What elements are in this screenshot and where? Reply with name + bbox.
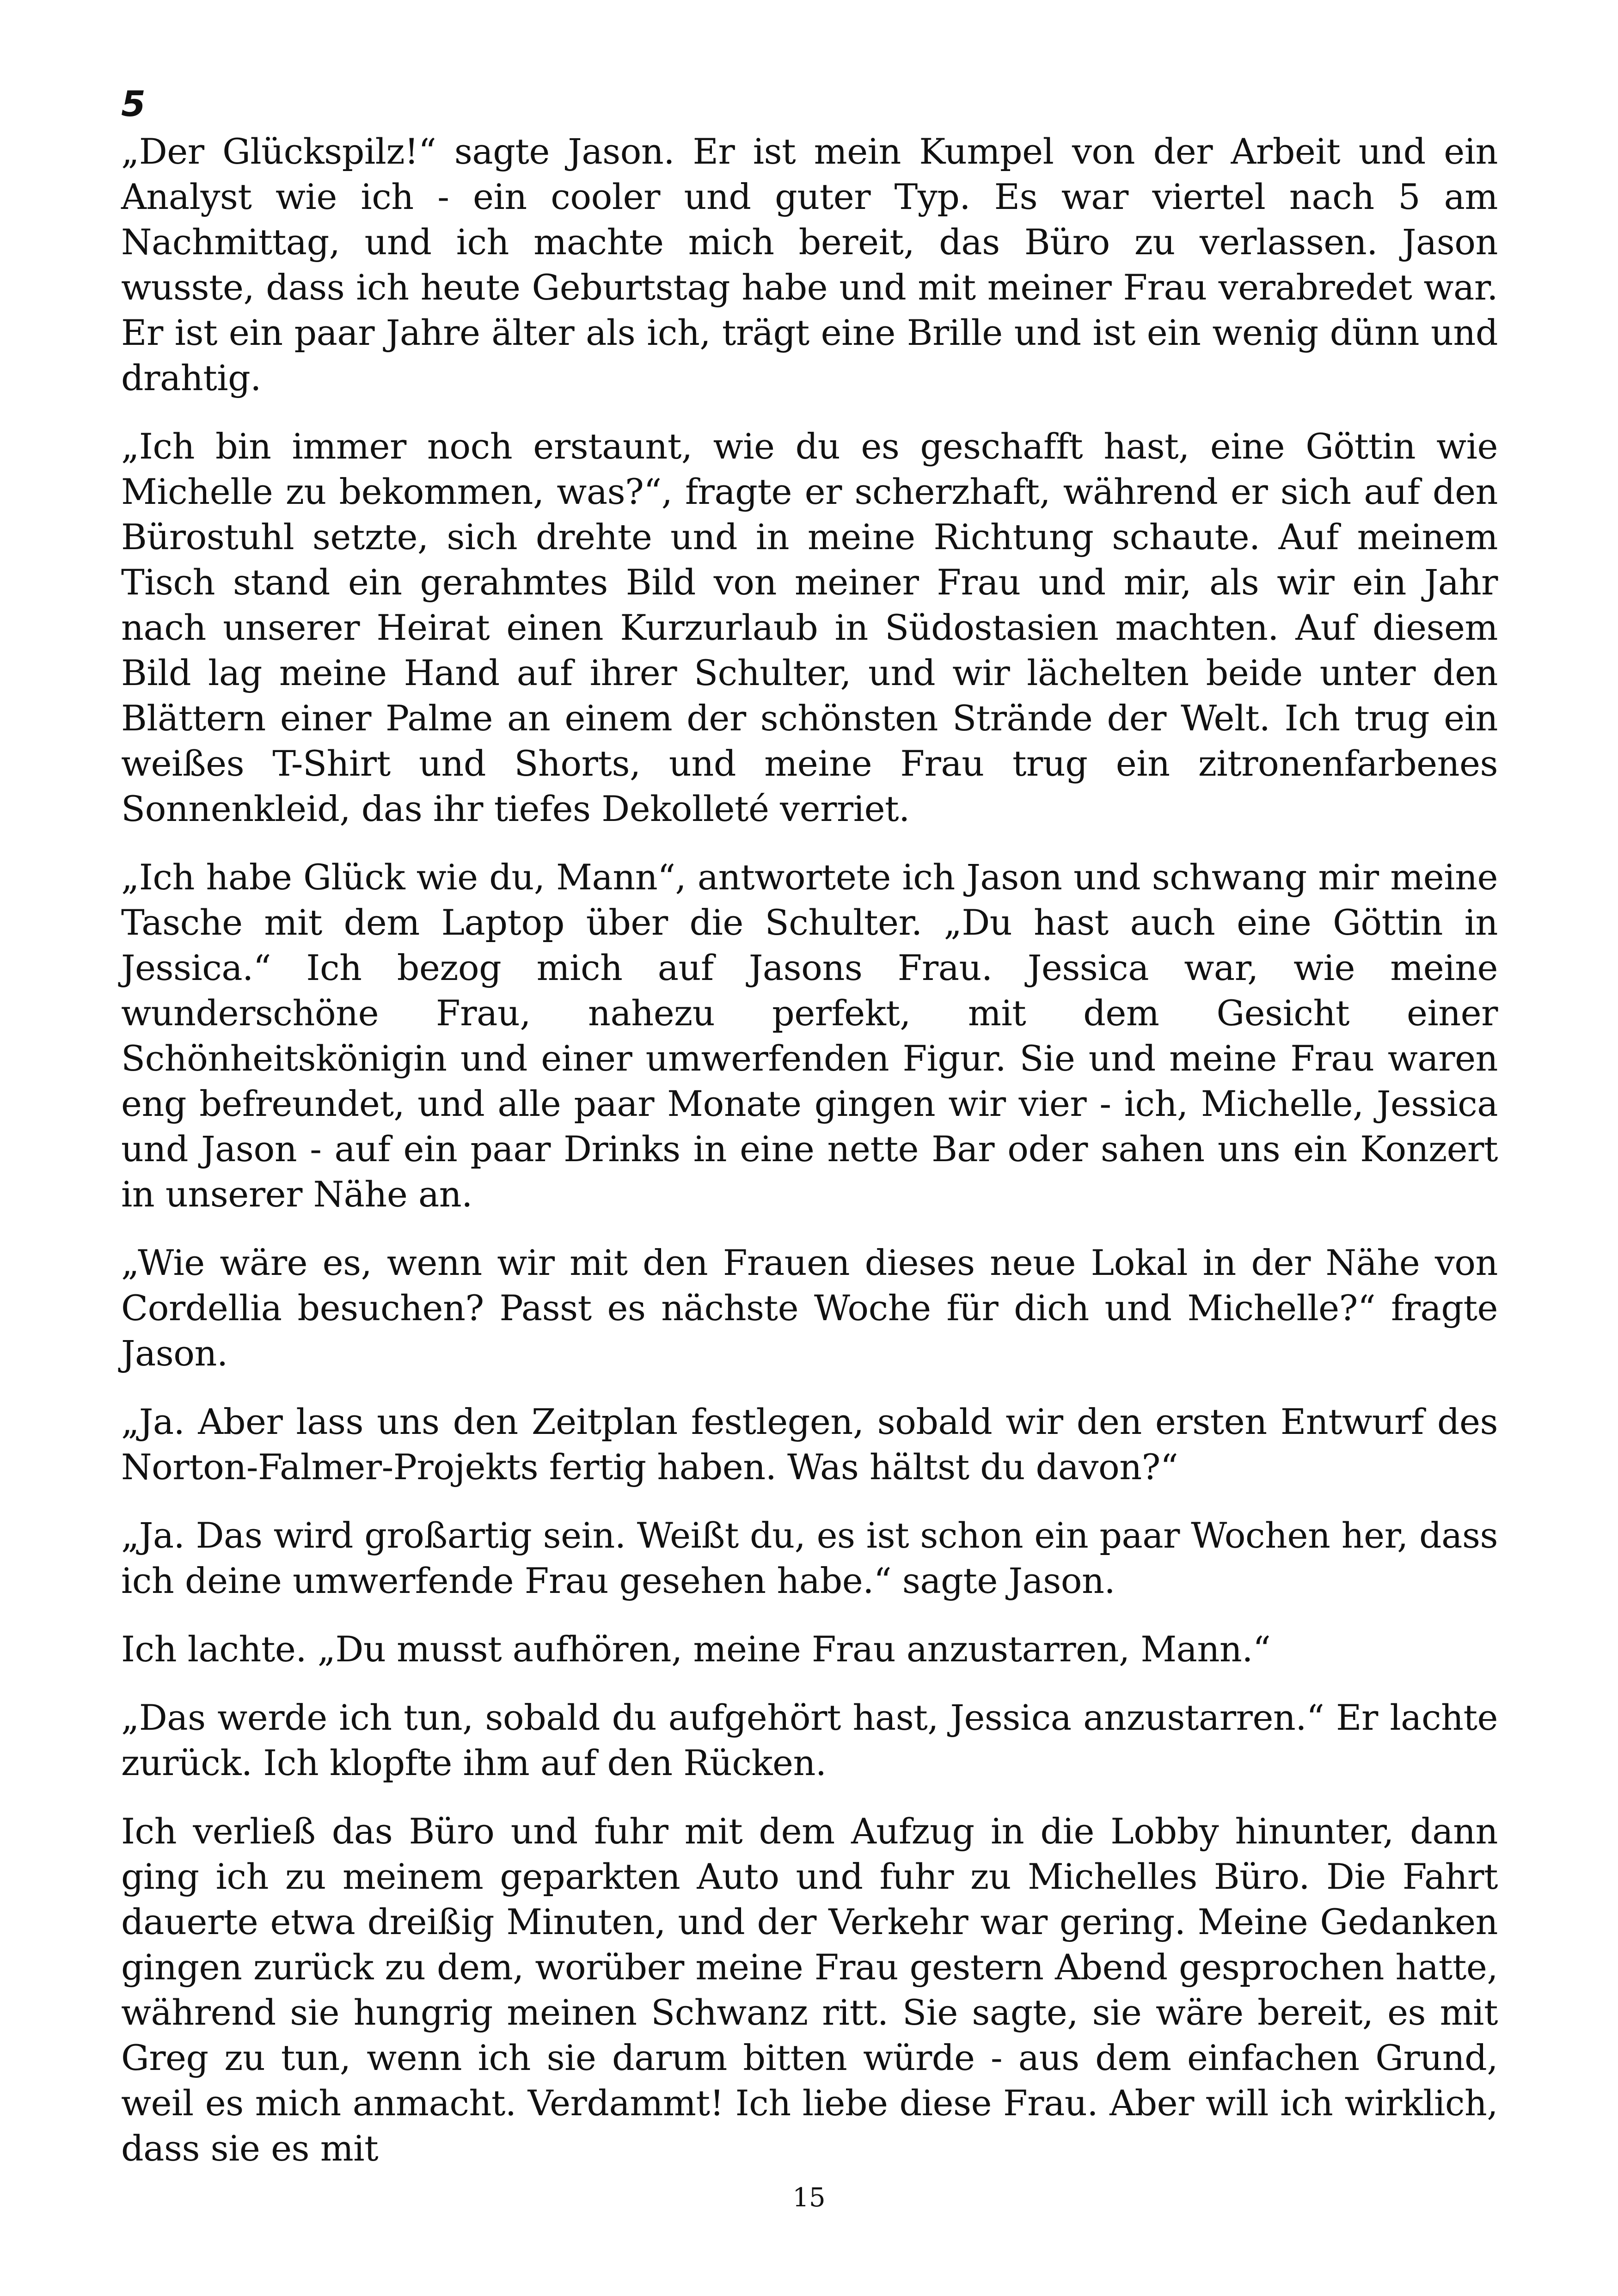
paragraph: „Ja. Das wird großartig sein. Weißt du, es ist schon ein paar Wochen her, dass ich deine umwerfende Frau gesehen habe.“ sagte Jason. xyxy=(121,1515,1498,1601)
paragraph: „Ja. Aber lass uns den Zeitplan festlegen, sobald wir den ersten Entwurf des Norton-Falmer-Projekts fertig haben. Was hältst du davon?“ xyxy=(121,1401,1498,1488)
paragraph: „Das werde ich tun, sobald du aufgehört hast, Jessica anzustarren.“ Er lachte zurück. Ich klopfte ihm auf den Rücken. xyxy=(121,1697,1498,1783)
paragraph: „Wie wäre es, wenn wir mit den Frauen dieses neue Lokal in der Nähe von Cordellia besuchen? Passt es nächste Woche für dich und Michelle?“ fragte Jason. xyxy=(121,1242,1498,1374)
paragraph: Ich lachte. „Du musst aufhören, meine Frau anzustarren, Mann.“ xyxy=(121,1629,1271,1670)
page-body xyxy=(121,81,1498,2171)
paragraph: „Ich bin immer noch erstaunt, wie du es geschafft hast, eine Göttin wie Michelle zu bekommen, was?“, fragte er scherzhaft, während er sich auf den Bürostuhl setzte, sich drehte und in meine Richtung schaute. Auf meinem Tisch stand ein gerahmtes Bild von meiner Frau und mir, als wir ein Jahr nach unserer Heirat einen Kurzurlaub in Südostasien machten. Auf diesem Bild lag meine Hand auf ihrer Schulter, und wir lächelten beide unter den Blättern einer Palme an einem der schönsten Strände der Welt. Ich trug ein weißes T-Shirt und Shorts, und meine Frau trug ein zitronenfarbenes Sonnenkleid, das ihr tiefes Dekolleté verriet. xyxy=(121,426,1498,829)
page-number: 15 xyxy=(792,2183,826,2213)
paragraph: „Der Glückspilz!“ sagte Jason. Er ist mein Kumpel von der Arbeit und ein Analyst wie ich - ein cooler und guter Typ. Es war viertel nach 5 am Nachmittag, und ich machte mich bereit, das Büro zu verlassen. Jason wusste, dass ich heute Geburtstag habe und mit meiner Frau verabredet war. Er ist ein paar Jahre älter als ich, trägt eine Brille und ist ein wenig dünn und drahtig. xyxy=(121,131,1498,398)
paragraph: „Ich habe Glück wie du, Mann“, antwortete ich Jason und schwang mir meine Tasche mit dem Laptop über die Schulter. „Du hast auch eine Göttin in Jessica.“ Ich bezog mich auf Jasons Frau. Jessica war, wie meine wunderschöne Frau, nahezu perfekt, mit dem Gesicht einer Schönheitskönigin und einer umwerfenden Figur. Sie und meine Frau waren eng befreundet, und alle paar Monate gingen wir vier - ich, Michelle, Jessica und Jason - auf ein paar Drinks in eine nette Bar oder sahen uns ein Konzert in unserer Nähe an. xyxy=(121,857,1498,1215)
paragraph: Ich verließ das Büro und fuhr mit dem Aufzug in die Lobby hinunter, dann ging ich zu meinem geparkten Auto und fuhr zu Michelles Büro. Die Fahrt dauerte etwa dreißig Minuten, und der Verkehr war gering. Meine Gedanken gingen zurück zu dem, worüber meine Frau gestern Abend gesprochen hatte, während sie hungrig meinen Schwanz ritt. Sie sagte, sie wäre bereit, es mit Greg zu tun, wenn ich sie darum bitten würde - aus dem einfachen Grund, weil es mich anmacht. Verdammt! Ich liebe diese Frau. Aber will ich wirklich, dass sie es mit xyxy=(121,1811,1498,2169)
chapter-number: 5 xyxy=(121,83,146,124)
